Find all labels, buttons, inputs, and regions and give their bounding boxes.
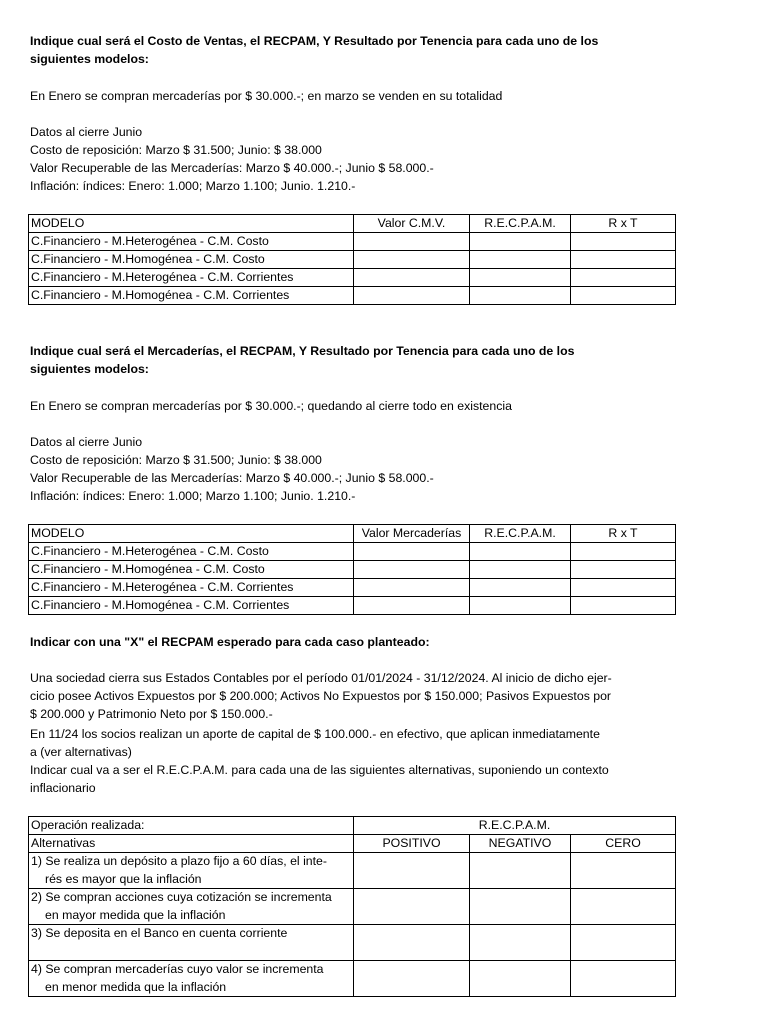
section3-para-line: En 11/24 los socios realizan un aporte de capital de $ 100.000.- en efectivo, que aplican inmediatamente	[30, 727, 600, 741]
alternative-line1: 2) Se compran acciones cuya cotización se incrementa	[31, 890, 332, 904]
cell-input[interactable]	[354, 597, 470, 615]
alternative-label	[29, 853, 354, 889]
alternative-line1: 1) Se realiza un depósito a plazo fijo a 60 días, el inte-	[31, 854, 327, 868]
cell-input[interactable]	[470, 233, 571, 251]
table-row	[29, 269, 676, 287]
row-label: C.Financiero - M.Heterogénea - C.M. Corrientes	[29, 579, 354, 597]
table-header-row	[29, 835, 676, 853]
header-rxt: R x T	[571, 215, 676, 233]
section2-data-line1: Costo de reposición: Marzo $ 31.500; Junio: $ 38.000	[30, 453, 322, 467]
cell-input[interactable]	[354, 269, 470, 287]
cell-input[interactable]	[354, 889, 470, 925]
cell-input[interactable]	[470, 561, 571, 579]
section3-para-line: inflacionario	[30, 781, 96, 795]
cell-input[interactable]	[354, 579, 470, 597]
table-row	[29, 233, 676, 251]
header-cero: CERO	[571, 835, 676, 853]
section3-para-line: cicio posee Activos Expuestos por $ 200.000; Activos No Expuestos por $ 150.000; Pasivos Expuestos por	[30, 689, 612, 703]
cell-input[interactable]	[571, 233, 676, 251]
section2-title-line1: Indique cual será el Mercaderías, el RECPAM, Y Resultado por Tenencia para cada uno de los	[30, 344, 575, 358]
cell-input[interactable]	[470, 961, 571, 997]
cell-input[interactable]	[354, 233, 470, 251]
section3-para-line: a (ver alternativas)	[30, 745, 132, 759]
cell-input[interactable]	[571, 889, 676, 925]
table-row	[29, 889, 676, 925]
row-label: C.Financiero - M.Heterogénea - C.M. Corrientes	[29, 269, 354, 287]
section1-table	[28, 214, 676, 305]
section1-title-line2: siguientes modelos:	[30, 52, 149, 66]
row-label: C.Financiero - M.Heterogénea - C.M. Costo	[29, 233, 354, 251]
section1-data-title: Datos al cierre Junio	[30, 125, 143, 139]
section1-data-line2: Valor Recuperable de las Mercaderías: Marzo $ 40.000.-; Junio $ 58.000.-	[30, 161, 434, 175]
alternatives-label: Alternativas	[29, 835, 354, 853]
alternative-line1: 4) Se compran mercaderías cuyo valor se incrementa	[31, 962, 324, 976]
section1-data-line1: Costo de reposición: Marzo $ 31.500; Junio: $ 38.000	[30, 143, 322, 157]
cell-input[interactable]	[571, 251, 676, 269]
row-label: C.Financiero - M.Homogénea - C.M. Costo	[29, 251, 354, 269]
operation-label: Operación realizada:	[29, 817, 354, 835]
section3-para-line: $ 200.000 y Patrimonio Neto por $ 150.000.-	[30, 707, 273, 721]
recpam-header: R.E.C.P.A.M.	[354, 817, 676, 835]
section3-table	[28, 816, 676, 997]
table-row	[29, 251, 676, 269]
cell-input[interactable]	[571, 925, 676, 961]
row-label: C.Financiero - M.Homogénea - C.M. Corrientes	[29, 597, 354, 615]
cell-input[interactable]	[571, 597, 676, 615]
cell-input[interactable]	[571, 543, 676, 561]
table-row	[29, 597, 676, 615]
alternative-line2: en menor medida que la inflación	[45, 979, 227, 994]
cell-input[interactable]	[571, 561, 676, 579]
table-row	[29, 287, 676, 305]
alternative-line2: rés es mayor que la inflación	[45, 871, 202, 886]
alternative-line2: en mayor medida que la inflación	[45, 907, 226, 922]
section1-statement: En Enero se compran mercaderías por $ 30.000.-; en marzo se venden en su totalidad	[30, 89, 503, 103]
section3-para-line: Una sociedad cierra sus Estados Contables por el período 01/01/2024 - 31/12/2024. Al inicio de dicho ejer-	[30, 671, 612, 685]
section2-data-line2: Valor Recuperable de las Mercaderías: Marzo $ 40.000.-; Junio $ 58.000.-	[30, 471, 434, 485]
table-row	[29, 961, 676, 997]
header-valor-cmv: Valor C.M.V.	[354, 215, 470, 233]
cell-input[interactable]	[354, 853, 470, 889]
table-row	[29, 561, 676, 579]
cell-input[interactable]	[470, 889, 571, 925]
cell-input[interactable]	[354, 251, 470, 269]
section3-para-line: Indicar cual va a ser el R.E.C.P.A.M. para cada una de las siguientes alternativas, suponiendo un contexto	[30, 763, 609, 777]
header-positivo: POSITIVO	[354, 835, 470, 853]
cell-input[interactable]	[571, 269, 676, 287]
row-label: C.Financiero - M.Homogénea - C.M. Costo	[29, 561, 354, 579]
alternative-label	[29, 889, 354, 925]
table-header-row	[29, 215, 676, 233]
cell-input[interactable]	[470, 251, 571, 269]
header-modelo: MODELO	[29, 525, 354, 543]
section2-title-line2: siguientes modelos:	[30, 362, 149, 376]
table-row	[29, 925, 676, 961]
cell-input[interactable]	[571, 961, 676, 997]
cell-input[interactable]	[354, 961, 470, 997]
header-recpam: R.E.C.P.A.M.	[470, 525, 571, 543]
cell-input[interactable]	[470, 269, 571, 287]
header-negativo: NEGATIVO	[470, 835, 571, 853]
table-header-row	[29, 817, 676, 835]
cell-input[interactable]	[470, 853, 571, 889]
section2-data-line3: Inflación: índices: Enero: 1.000; Marzo 1.100; Junio. 1.210.-	[30, 489, 356, 503]
header-valor-mercaderias: Valor Mercaderías	[354, 525, 470, 543]
table-row	[29, 543, 676, 561]
section1-title-line1: Indique cual será el Costo de Ventas, el RECPAM, Y Resultado por Tenencia para cada uno de los	[30, 34, 599, 48]
cell-input[interactable]	[354, 543, 470, 561]
alternative-label	[29, 961, 354, 997]
cell-input[interactable]	[354, 925, 470, 961]
section2-statement: En Enero se compran mercaderías por $ 30.000.-; quedando al cierre todo en existencia	[30, 399, 512, 413]
header-rxt: R x T	[571, 525, 676, 543]
cell-input[interactable]	[470, 925, 571, 961]
cell-input[interactable]	[571, 853, 676, 889]
cell-input[interactable]	[571, 287, 676, 305]
alternative-label	[29, 925, 354, 961]
row-label: C.Financiero - M.Homogénea - C.M. Corrientes	[29, 287, 354, 305]
table-header-row	[29, 525, 676, 543]
row-label: C.Financiero - M.Heterogénea - C.M. Costo	[29, 543, 354, 561]
cell-input[interactable]	[571, 579, 676, 597]
alternative-line1: 3) Se deposita en el Banco en cuenta corriente	[31, 926, 288, 940]
table-row	[29, 579, 676, 597]
cell-input[interactable]	[470, 543, 571, 561]
section2-table	[28, 524, 676, 615]
header-modelo: MODELO	[29, 215, 354, 233]
cell-input[interactable]	[470, 597, 571, 615]
cell-input[interactable]	[470, 287, 571, 305]
section2-data-title: Datos al cierre Junio	[30, 435, 143, 449]
header-recpam: R.E.C.P.A.M.	[470, 215, 571, 233]
section1-data-line3: Inflación: índices: Enero: 1.000; Marzo 1.100; Junio. 1.210.-	[30, 179, 356, 193]
cell-input[interactable]	[354, 561, 470, 579]
section3-title: Indicar con una "X" el RECPAM esperado para cada caso planteado:	[30, 635, 430, 649]
cell-input[interactable]	[354, 287, 470, 305]
table-row	[29, 853, 676, 889]
cell-input[interactable]	[470, 579, 571, 597]
